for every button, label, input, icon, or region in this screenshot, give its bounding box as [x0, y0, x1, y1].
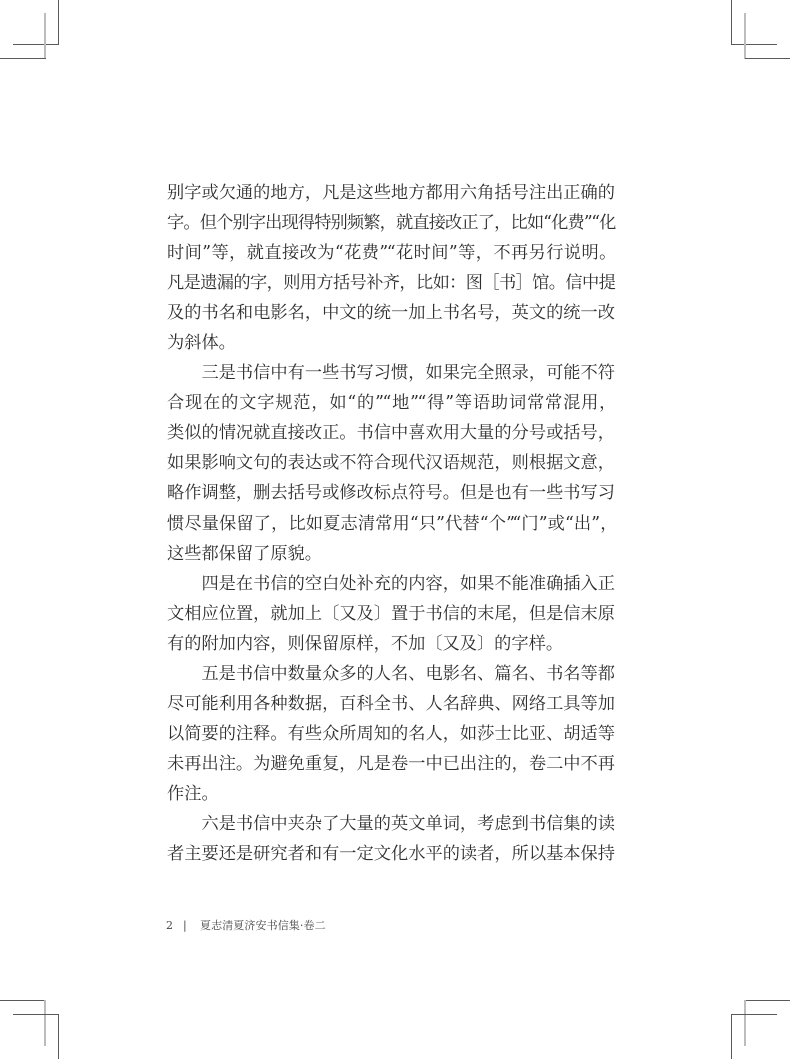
text-line: 以简要的注释。有些众所周知的名人，如莎士比亚、胡适等 — [167, 723, 615, 744]
text-line: 时间”等，就直接改为“花费”“花时间”等，不再另行说明。 — [167, 243, 615, 264]
text-line: 这些都保留了原貌。 — [167, 543, 322, 564]
text-line: 未再出注。为避免重复，凡是卷一中已出注的，卷二中不再 — [167, 753, 615, 774]
text-line: 字。但个别字出现得特别频繁，就直接改正了，比如“化费”“化 — [167, 213, 615, 234]
footer-separator: | — [183, 919, 187, 932]
paragraph — [167, 659, 615, 809]
crop-mark-line — [745, 58, 790, 59]
crop-mark-line — [44, 13, 46, 59]
crop-mark-line — [0, 58, 46, 59]
text-line: 五是书信中数量众多的人名、电影名、篇名、书名等都 — [201, 663, 615, 684]
crop-mark-line — [13, 1014, 59, 1015]
text-line: 如果影响文句的表达或不符合现代汉语规范，则根据文意， — [167, 453, 615, 474]
crop-mark-line — [744, 13, 746, 59]
body-text — [167, 178, 615, 869]
crop-mark-line — [731, 1014, 777, 1015]
text-line: 合现在的文字规范，如“的”“地”“得”等语助词常常混用， — [167, 393, 615, 414]
text-line: 六是书信中夹杂了大量的英文单词，考虑到书信集的读 — [201, 813, 615, 834]
crop-mark-line — [744, 1000, 746, 1046]
paragraph — [167, 178, 615, 358]
crop-mark-line — [731, 0, 732, 45]
text-line: 略作调整，删去括号或修改标点符号。但是也有一些书写习 — [167, 483, 615, 504]
crop-mark-line — [58, 0, 59, 45]
crop-mark-line — [745, 1000, 790, 1001]
paragraph — [167, 358, 615, 568]
text-line: 凡是遗漏的字，则用方括号补齐，比如：图［书］馆。信中提 — [167, 273, 615, 294]
text-line: 为斜体。 — [167, 333, 236, 354]
crop-mark-line — [44, 1000, 46, 1046]
crop-mark-line — [0, 1000, 46, 1001]
running-title: 夏志清夏济安书信集·卷二 — [200, 919, 326, 932]
crop-mark-line — [731, 1014, 732, 1059]
text-line: 三是书信中有一些书写习惯，如果完全照录，可能不符 — [201, 363, 615, 384]
text-line: 有的附加内容，则保留原样，不加〔又及〕的字样。 — [167, 633, 564, 654]
text-line: 文相应位置，就加上〔又及〕置于书信的末尾，但是信末原 — [167, 603, 615, 624]
paragraph — [167, 569, 615, 659]
text-line: 四是在书信的空白处补充的内容，如果不能准确插入正 — [201, 573, 615, 594]
crop-mark-line — [731, 44, 777, 45]
text-line: 者主要还是研究者和有一定文化水平的读者，所以基本保持 — [167, 844, 615, 865]
page-number: 2 — [166, 919, 173, 932]
text-line: 及的书名和电影名，中文的统一加上书名号，英文的统一改 — [167, 303, 615, 324]
crop-mark-line — [58, 1014, 59, 1059]
text-line: 别字或欠通的地方，凡是这些地方都用六角括号注出正确的 — [167, 183, 615, 203]
text-line: 尽可能利用各种数据，百科全书、人名辞典、网络工具等加 — [167, 693, 615, 714]
text-line: 作注。 — [167, 783, 219, 804]
text-line: 惯尽量保留了，比如夏志清常用“只”代替“个”“门”或“出”， — [167, 513, 615, 534]
paragraph — [167, 809, 615, 869]
crop-mark-line — [13, 44, 59, 45]
text-line: 类似的情况就直接改正。书信中喜欢用大量的分号或括号， — [167, 423, 615, 444]
